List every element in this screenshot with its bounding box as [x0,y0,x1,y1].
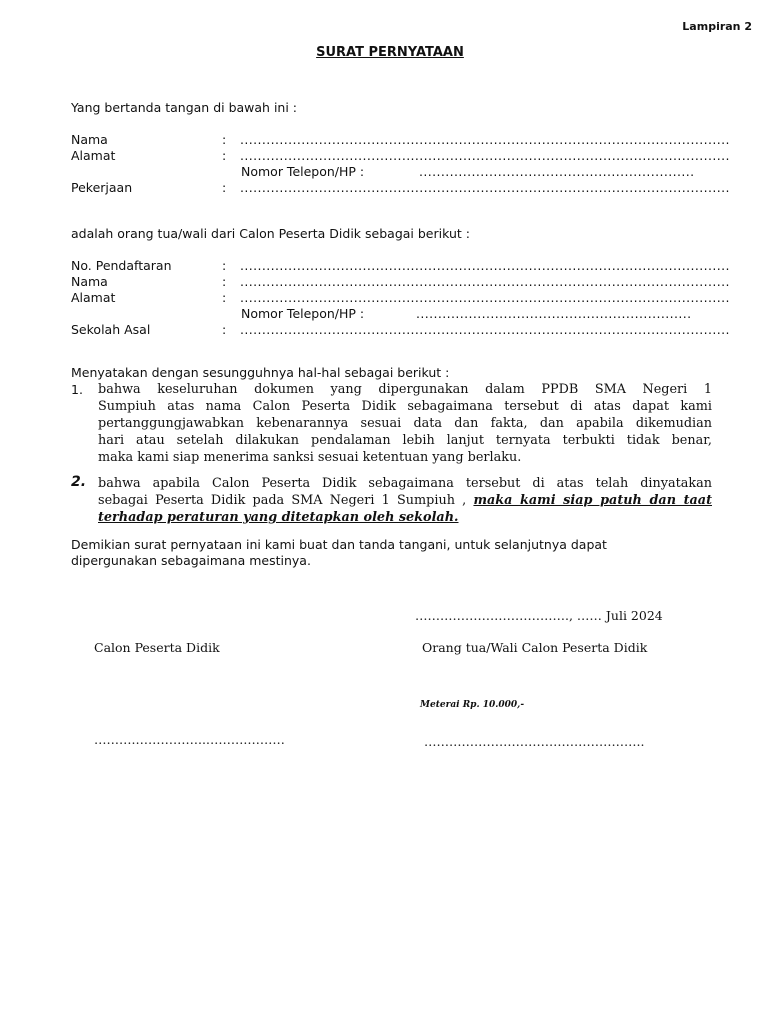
student-signature-line: ……….……………..……….……… [94,732,285,747]
student-nama-field: ................................................................................................................ [240,274,730,289]
relation-text: adalah orang tua/wali dari Calon Peserta Didik sebagai berikut : [71,226,470,241]
place-date: ………………………………., …… Juli 2024 [415,608,663,623]
student-sekolah-field: ................................................................................................................ [240,322,730,337]
item-line: Sumpiuh atas nama Calon Peserta Didik sebagaimana tersebut di atas dapat kami [98,399,712,414]
student-no-pendaftaran-label: No. Pendaftaran [71,258,172,273]
student-telp-label: Nomor Telepon/HP : [241,306,365,321]
colon: : [222,180,227,195]
parent-telp-field: ............................................................... [419,164,695,179]
parent-nama-field: ................................................................................................................ [240,132,730,147]
parent-telp-label: Nomor Telepon/HP : [241,164,365,179]
parent-signature-line: …………………………………………….. [424,734,645,749]
student-signature-role: Calon Peserta Didik [94,640,220,655]
item-line: pertanggungjawabkan kebenarannya sesuai data dan fakta, dan apabila dikemudian [98,416,712,431]
colon: : [222,258,227,273]
meterai-label: Meterai Rp. 10.000,- [420,700,525,710]
item-line: hari atau setelah dilakukan pendalaman lebih lanjut ternyata terbukti tidak benar, [98,433,712,448]
closing-line-1: Demikian surat pernyataan ini kami buat dan tanda tangani, untuk selanjutnya dapat [71,537,607,552]
colon: : [222,290,227,305]
emphasis-text: terhadap peraturan yang ditetapkan oleh sekolah. [98,510,459,525]
colon: : [222,274,227,289]
colon: : [222,148,227,163]
colon: : [222,322,227,337]
item-line: bahwa keseluruhan dokumen yang dipergunakan dalam PPDB SMA Negeri 1 [98,382,712,397]
intro-text: Yang bertanda tangan di bawah ini : [71,100,298,115]
lampiran-label: Lampiran 2 [682,20,752,33]
student-nama-label: Nama [71,274,108,289]
item-line: bahwa apabila Calon Peserta Didik sebagaimana tersebut di atas telah dinyatakan [98,476,712,491]
parent-pekerjaan-field: ................................................................................................................ [240,180,730,195]
item-line [98,492,712,509]
student-alamat-field: ................................................................................................................ [240,290,730,305]
colon: : [222,132,227,147]
document-title: SURAT PERNYATAAN [316,45,464,60]
statement-item-1 [98,381,712,466]
parent-alamat-field: ................................................................................................................ [240,148,730,163]
parent-nama-label: Nama [71,132,108,147]
statement-intro: Menyatakan dengan sesungguhnya hal-hal sebagai berikut : [71,365,450,380]
item-number: 1. [71,382,83,397]
student-telp-field: ............................................................... [416,306,692,321]
statement-item-2 [98,475,712,526]
student-sekolah-label: Sekolah Asal [71,322,151,337]
emphasis-text: maka kami siap patuh dan taat [473,493,712,508]
item-number: 2. [71,474,87,490]
parent-signature-role: Orang tua/Wali Calon Peserta Didik [422,640,648,655]
item-line: maka kami siap menerima sanksi sesuai ketentuan yang berlaku. [98,450,522,465]
closing-line-2: dipergunakan sebagaimana mestinya. [71,553,311,568]
item-text: sebagai Peserta Didik pada SMA Negeri 1 Sumpiuh , [98,493,474,508]
parent-alamat-label: Alamat [71,148,116,163]
student-no-pendaftaran-field: ................................................................................................................ [240,258,730,273]
parent-pekerjaan-label: Pekerjaan [71,180,133,195]
student-alamat-label: Alamat [71,290,116,305]
item-line [98,509,712,526]
